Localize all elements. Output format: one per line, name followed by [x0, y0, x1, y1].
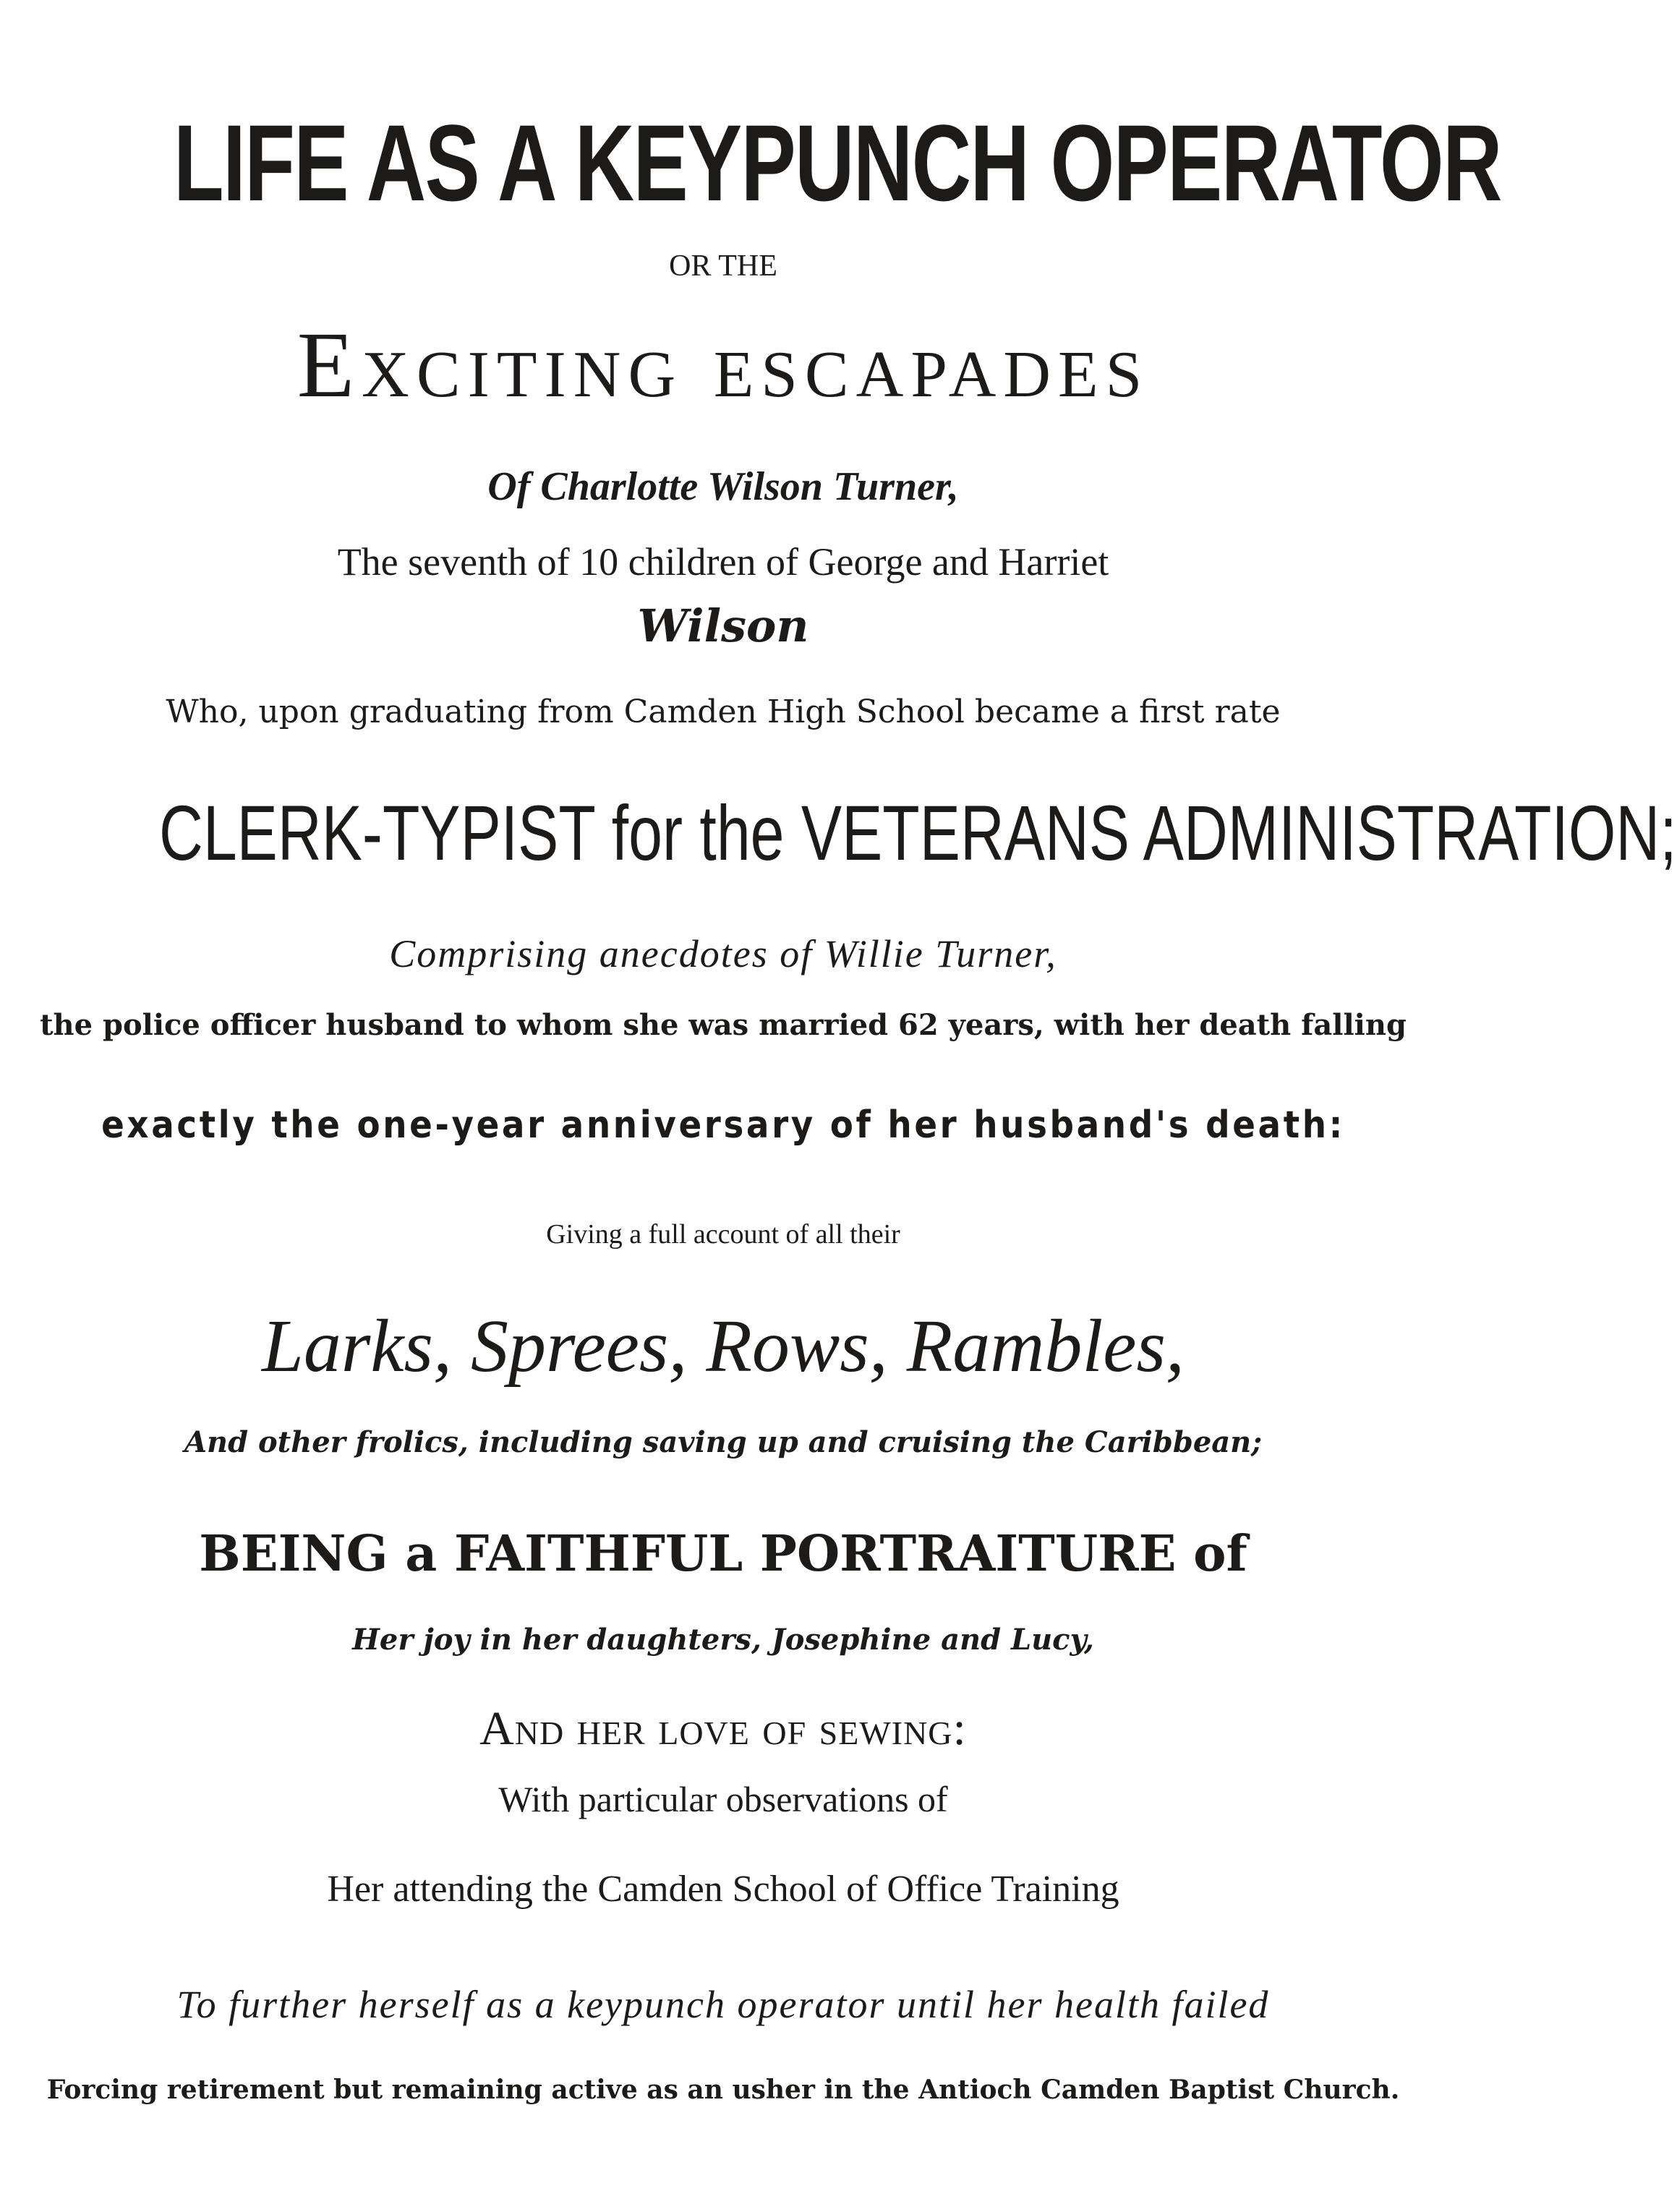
line-forcing-retirement: Forcing retirement but remaining active as an usher in the Antioch Camden Baptist Church.	[46, 2075, 1400, 2105]
line-seventh-child: The seventh of 10 children of George and Harriet	[337, 540, 1109, 584]
line-larks-sprees-rows-rambles: Larks, Sprees, Rows, Rambles,	[262, 1304, 1185, 1388]
line-camden-school-office-training: Her attending the Camden School of Office Training	[327, 1869, 1119, 1910]
subtitle-exciting-escapades: Exciting escapades	[296, 313, 1150, 417]
line-love-of-sewing: And her love of sewing:	[479, 1702, 967, 1755]
line-faithful-portraiture: BEING a FAITHFUL PORTRAITURE of	[199, 1525, 1247, 1583]
line-particular-observations: With particular observations of	[498, 1779, 948, 1819]
document-title: LIFE AS A KEYPUNCH OPERATOR	[174, 102, 1501, 223]
line-wilson: Wilson	[637, 599, 809, 652]
line-anniversary-death: exactly the one-year anniversary of her husband's death:	[101, 1103, 1345, 1147]
line-giving-full-account: Giving a full account of all their	[546, 1219, 900, 1250]
line-police-officer-husband: the police officer husband to whom she was married 62 years, with her death falling	[40, 1008, 1407, 1042]
line-joy-in-daughters: Her joy in her daughters, Josephine and Lucy,	[352, 1623, 1094, 1657]
line-clerk-typist: CLERK-TYPIST for the VETERANS ADMINISTRATION;	[159, 789, 1677, 876]
line-further-herself: To further herself as a keypunch operator until her health failed	[176, 1983, 1270, 2026]
line-graduating: Who, upon graduating from Camden High School became a first rate	[166, 693, 1281, 730]
line-of-charlotte-wilson-turner: Of Charlotte Wilson Turner,	[487, 464, 959, 509]
subtitle-or-the: OR THE	[669, 249, 777, 283]
line-other-frolics: And other frolics, including saving up and cruising the Caribbean;	[184, 1425, 1263, 1459]
line-comprising-anecdotes: Comprising anecdotes of Willie Turner,	[389, 932, 1057, 975]
